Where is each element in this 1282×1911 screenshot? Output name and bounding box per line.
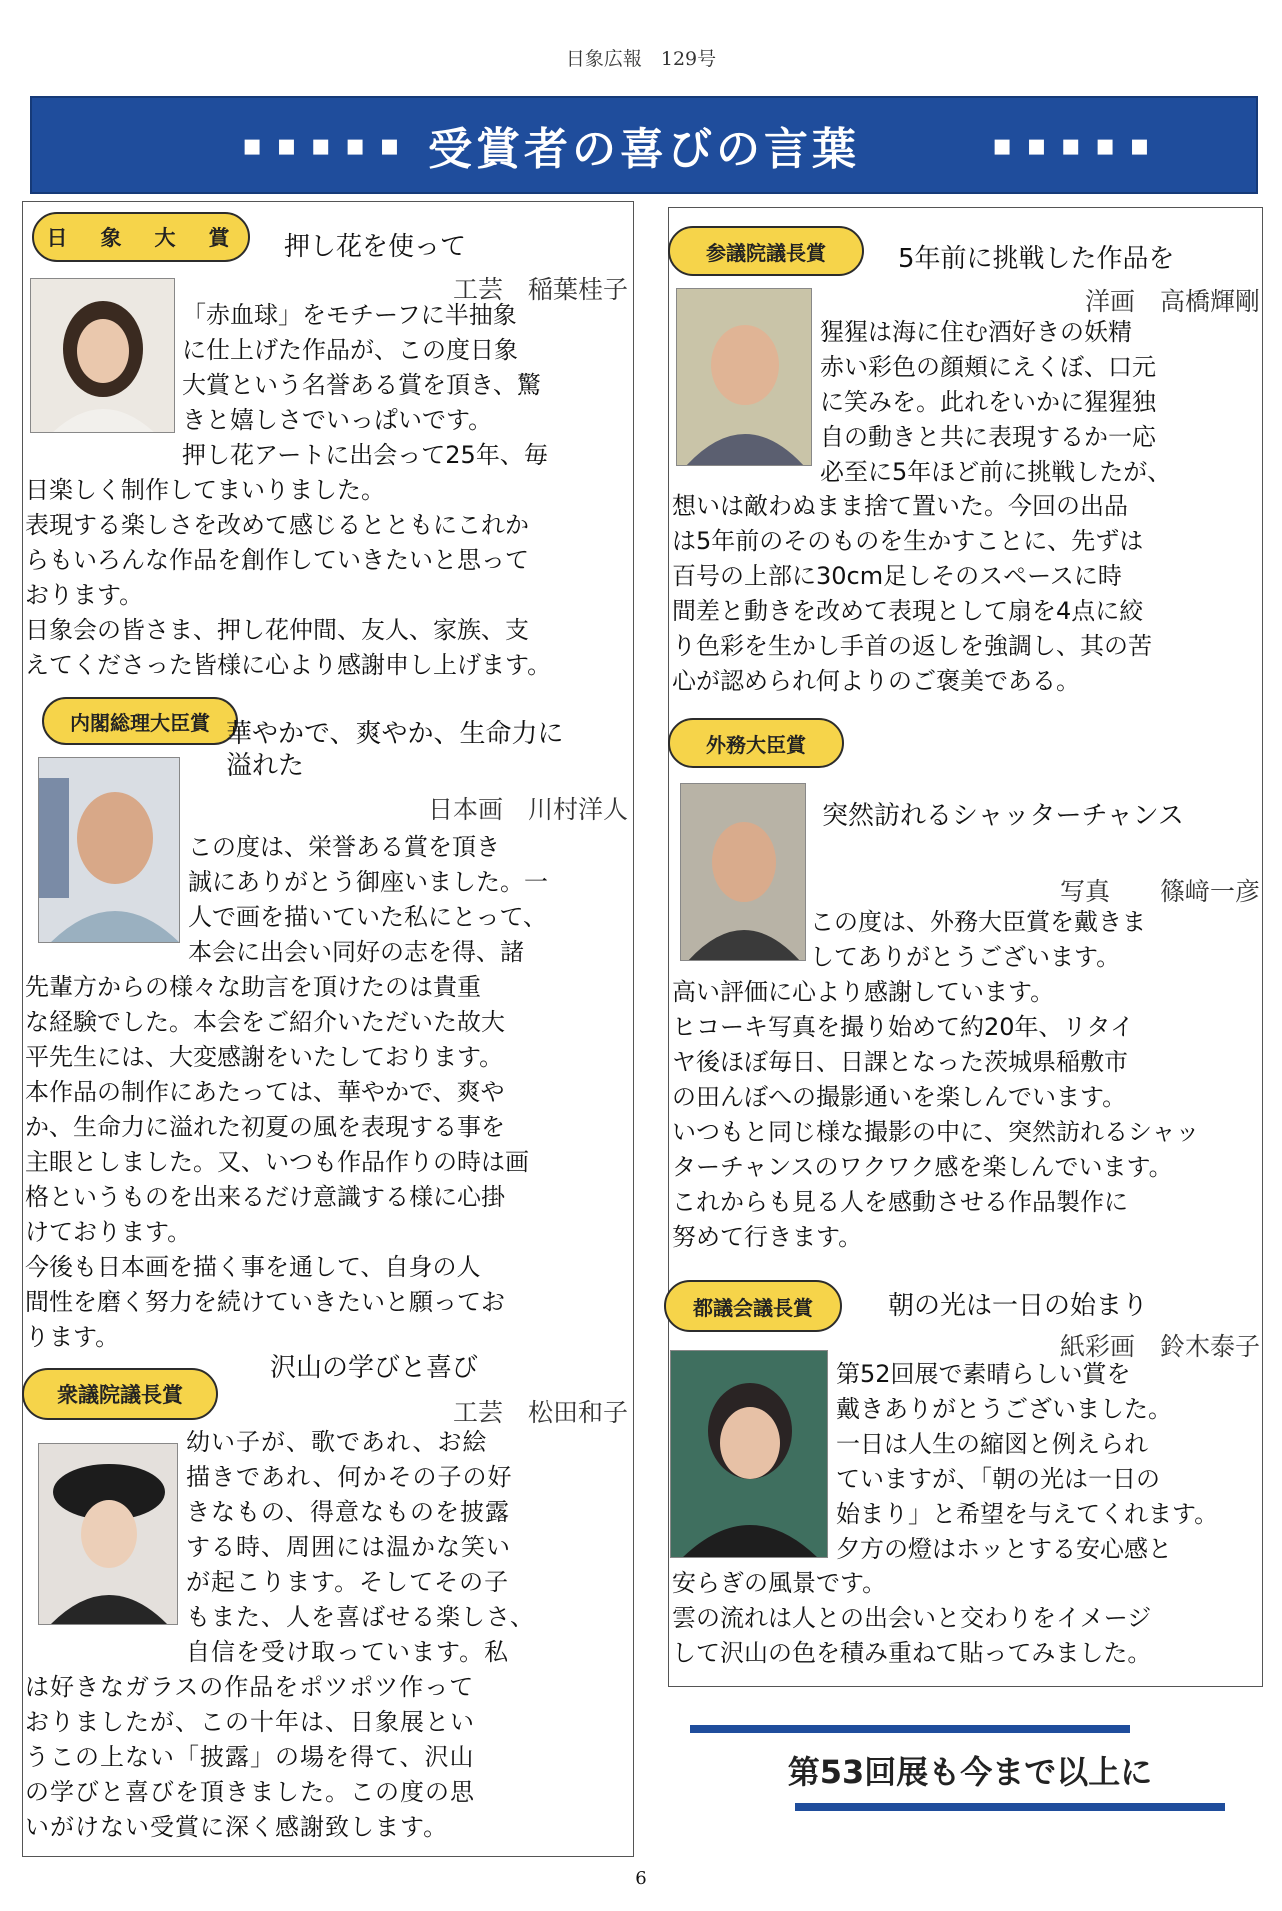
portrait-photo (30, 278, 175, 433)
article-body: 幼い子が、歌であれ、お絵 描きであれ、何かその子の好 きなもの、得意なものを披露 する時、周囲には温かな笑い が起こります。そしてその子 もまた、人を喜ばせる楽しさ、 自信を受け取っています。私 (186, 1428, 536, 1666)
award-badge-shugiin: 衆議院議長賞 (22, 1368, 218, 1420)
portrait-photo (38, 757, 180, 943)
article-byline: 工芸 松田和子 (452, 1398, 628, 1427)
article-heading: 沢山の学びと喜び (270, 1353, 479, 1383)
article-body-continued: 高い評価に心より感謝しています。 ヒコーキ写真を撮り始めて約20年、リタイ ヤ後ほぼ毎日、日課となった茨城県稲敷市 の田んぼへの撮影通いを楽しんでいます。 いつもと同じ様な撮影の中に、突然訪れるシャッ ターチャンスのワクワク感を楽しんでいます。 これからも見る人を感動させる作品製作に 努めて行きます。 (672, 978, 1200, 1251)
banner-title: 受賞者の喜びの言葉 (428, 124, 860, 175)
slogan: 第53回展も今まで以上に (787, 1753, 1153, 1791)
award-badge-naikaku: 内閣総理大臣賞 (42, 697, 238, 745)
article-heading: 押し花を使って (284, 232, 467, 262)
article-heading: 突然訪れるシャッターチャンス (822, 801, 1184, 831)
portrait-photo (676, 288, 812, 466)
article-byline: 工芸 稲葉桂子 (452, 275, 628, 304)
award-badge-togikai: 都議会議長賞 (664, 1280, 842, 1332)
article-body: 「赤血球」をモチーフに半抽象 に仕上げた作品が、この度日象 大賞という名誉ある賞を頂き、驚 きと嬉しさでいっぱいです。 押し花アートに出会って25年、毎 (182, 301, 548, 469)
article-body-continued: は好きなガラスの作品をポツポツ作って おりましたが、この十年は、日象展とい うこの上ない「披露」の場を得て、沢山 の学びと喜びを頂きました。この度の思 いがけない受賞に深く感謝致します。 (25, 1673, 475, 1841)
article-body: 第52回展で素晴らしい賞を 戴きありがとうございました。 一日は人生の縮図と例えられ ていますが、「朝の光は一日の 始まり」と希望を与えてくれます。 夕方の燈はホッとする安心感と (836, 1360, 1219, 1563)
slogan-bar-top (690, 1725, 1130, 1733)
newsletter-issue: 日象広報 129号 (565, 48, 717, 70)
portrait-photo (38, 1443, 178, 1625)
article-body: この度は、栄誉ある賞を頂き 誠にありがとう御座いました。一 人で画を描いていた私にとって、 本会に出会い同好の志を得、諸 (188, 833, 548, 966)
article-byline: 紙彩画 鈴木泰子 (1059, 1332, 1260, 1361)
article-byline: 洋画 高橋輝剛 (1084, 287, 1260, 316)
article-body-continued: 日楽しく制作してまいりました。 表現する楽しさを改めて感じるとともにこれか らもいろんな作品を創作していきたいと思って おります。 日象会の皆さま、押し花仲間、友人、家族、支 えてくださった皆様に心より感謝申し上げます。 (25, 476, 552, 679)
portrait-photo (680, 783, 806, 961)
banner-dots-left: ▪▪▪▪▪ (242, 128, 414, 163)
award-badge-nisshou: 日 象 大 賞 (32, 212, 250, 262)
article-byline: 写真 篠﨑一彦 (1059, 877, 1260, 906)
article-heading: 5年前に挑戦した作品を (898, 244, 1175, 274)
article-body: この度は、外務大臣賞を戴きま してありがとうございます。 (810, 908, 1146, 971)
banner-dots-right: ▪▪▪▪▪ (992, 128, 1164, 163)
article-byline: 日本画 川村洋人 (427, 795, 628, 824)
award-badge-sangiin: 参議院議長賞 (668, 226, 864, 276)
article-body: 猩猩は海に住む酒好きの妖精 赤い彩色の顔頬にえくぼ、口元 に笑みを。此れをいかに猩猩独 自の動きと共に表現するか一応 必至に5年ほど前に挑戦したが、 (820, 318, 1172, 486)
article-body-continued: 安らぎの風景です。 雲の流れは人との出会いと交わりをイメージ して沢山の色を積み重ねて貼ってみました。 (672, 1569, 1152, 1667)
article-body-continued: 先輩方からの様々な助言を頂けたのは貴重 な経験でした。本会をご紹介いただいた故大 平先生には、大変感謝をいたしております。 本作品の制作にあたっては、華やかで、爽や か、生命力に溢れた初夏の風を表現する事を 主眼としました。又、いつも作品作りの時は画 格というものを出来るだけ意識する様に心掛 けております。 今後も日本画を描く事を通して、自身の人 間性を磨く努力を続けていきたいと願ってお ります。 (25, 973, 529, 1351)
article-heading: 朝の光は一日の始まり (888, 1291, 1149, 1321)
slogan-bar-bottom (795, 1803, 1225, 1811)
award-badge-gaimu: 外務大臣賞 (668, 718, 844, 768)
page-number: 6 (635, 1868, 647, 1889)
article-body-continued: 想いは敵わぬまま捨て置いた。今回の出品 は5年前のそのものを生かすことに、先ずは 百号の上部に30cm足しそのスペースに時 間差と動きを改めて表現として扇を4点に絞 り色彩を生かし手首の返しを強調し、其の苦 心が認められ何よりのご褒美である。 (672, 492, 1152, 695)
article-heading: 華やかで、爽やか、生命力に 溢れた (226, 719, 564, 781)
portrait-photo (670, 1350, 828, 1558)
title-banner (30, 96, 1258, 194)
